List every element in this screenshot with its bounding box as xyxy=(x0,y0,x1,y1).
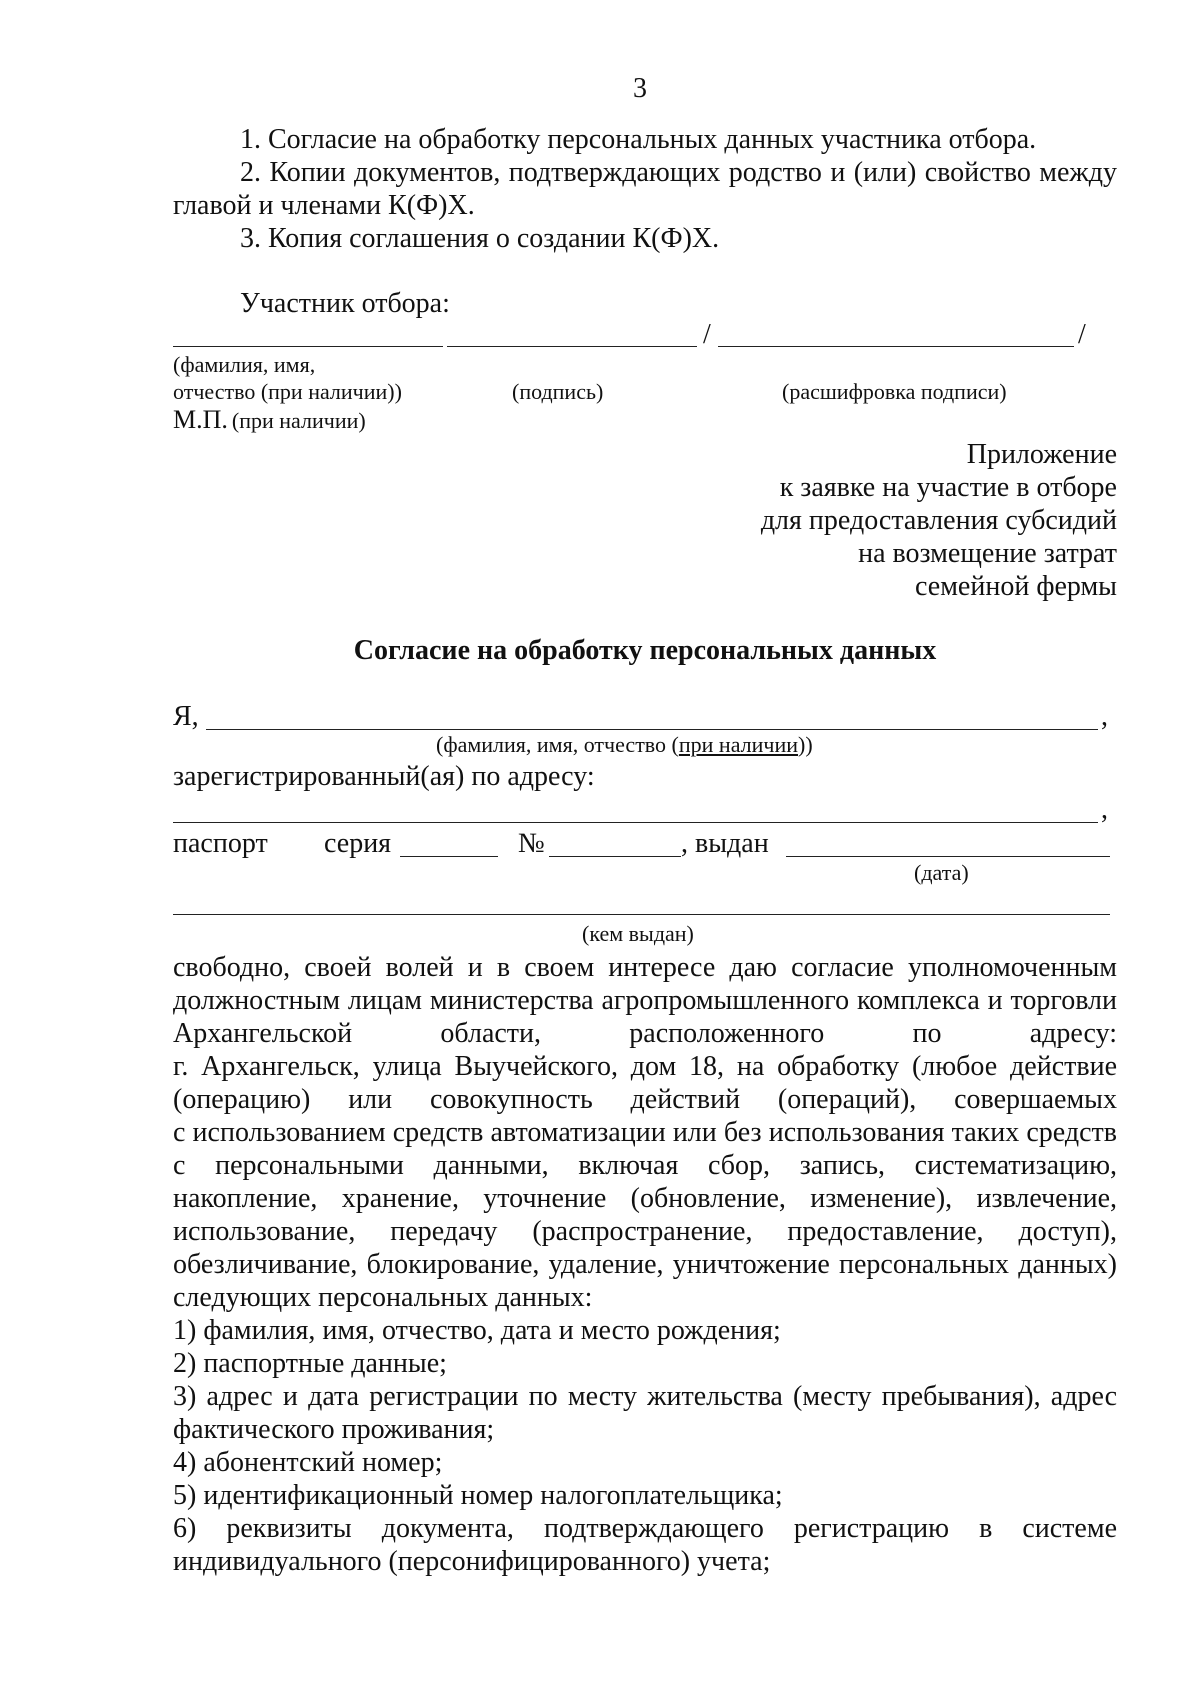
signature-line xyxy=(447,346,697,347)
caption-signature: (подпись) xyxy=(512,379,604,404)
issued-by-caption: (кем выдан) xyxy=(582,921,694,946)
seal-suffix: (при наличии) xyxy=(231,408,366,433)
seal-note xyxy=(173,406,366,438)
issued-label: , выдан xyxy=(681,828,769,859)
appendix-heading-3: для предоставления субсидий xyxy=(760,505,1117,536)
attachment-item-1: 1. Согласие на обработку персональных данных участника отбора. xyxy=(240,124,1037,155)
fio-caption-suffix: )) xyxy=(798,732,813,757)
consent-line-9: использование, передачу (распространение, предоставление, доступ), xyxy=(173,1216,1117,1247)
consent-line-7: с персональными данными, включая сбор, запись, систематизацию, xyxy=(173,1150,1117,1181)
passport-label: паспорт xyxy=(173,828,268,859)
signature-slash-left: / xyxy=(703,319,711,350)
fio-caption-underlined: при наличии xyxy=(678,732,799,757)
consent-title: Согласие на обработку персональных данных xyxy=(353,635,937,666)
fio-caption-prefix: (фамилия, имя, отчество ( xyxy=(436,732,679,757)
signature-decoding-line xyxy=(718,346,1074,347)
series-label: серия xyxy=(324,828,392,859)
consent-line-8: накопление, хранение, уточнение (обновление, изменение), извлечение, xyxy=(173,1183,1117,1214)
issued-by-line xyxy=(173,914,1110,915)
caption-fio-1: (фамилия, имя, xyxy=(173,352,316,377)
signature-fio-line xyxy=(173,346,443,347)
data-item-3-cont: фактического проживания; xyxy=(173,1414,495,1445)
caption-fio-2: отчество (при наличии)) xyxy=(173,379,402,404)
data-item-1: 1) фамилия, имя, отчество, дата и место рождения; xyxy=(173,1315,781,1346)
i-label: Я, xyxy=(173,701,199,732)
consent-line-10: обезличивание, блокирование, удаление, уничтожение персональных данных) xyxy=(173,1249,1117,1280)
fio-caption xyxy=(436,732,813,758)
attachment-item-2: 2. Копии документов, подтверждающих родство и (или) свойство между xyxy=(240,157,1117,188)
consent-line-4: г. Архангельск, улица Выучейского, дом 18, на обработку (любое действие xyxy=(173,1051,1117,1082)
series-line xyxy=(400,856,498,857)
signature-slash-right: / xyxy=(1078,319,1086,350)
attachment-item-2-cont: главой и членами К(Ф)Х. xyxy=(173,190,475,221)
consent-line-6: с использованием средств автоматизации или без использования таких средств xyxy=(173,1117,1117,1148)
data-item-6: 6) реквизиты документа, подтверждающего регистрацию в системе xyxy=(173,1513,1117,1544)
appendix-heading-2: к заявке на участие в отборе xyxy=(779,472,1117,503)
data-item-3: 3) адрес и дата регистрации по месту жительства (месту пребывания), адрес xyxy=(173,1381,1117,1412)
caption-decoding: (расшифровка подписи) xyxy=(782,379,1007,404)
consent-line-2: должностным лицам министерства агропромышленного комплекса и торговли xyxy=(173,985,1117,1016)
attachment-item-3: 3. Копия соглашения о создании К(Ф)Х. xyxy=(240,223,720,254)
data-item-5: 5) идентификационный номер налогоплательщика; xyxy=(173,1480,783,1511)
data-item-6-cont: индивидуального (персонифицированного) учета; xyxy=(173,1546,771,1577)
fio-line xyxy=(206,729,1098,730)
issued-date-line xyxy=(786,856,1110,857)
seal-prefix: М.П. xyxy=(173,405,228,434)
participant-label: Участник отбора: xyxy=(240,288,450,319)
consent-line-5: (операцию) или совокупность действий (операций), совершаемых xyxy=(173,1084,1117,1115)
data-item-2: 2) паспортные данные; xyxy=(173,1348,447,1379)
appendix-heading-5: семейной фермы xyxy=(915,571,1117,602)
number-line xyxy=(549,856,681,857)
fio-comma: , xyxy=(1101,701,1108,732)
consent-line-3: Архангельской области, расположенного по адресу: xyxy=(173,1018,1117,1049)
date-caption: (дата) xyxy=(914,860,969,885)
address-comma: , xyxy=(1101,794,1108,825)
appendix-heading-4: на возмещение затрат xyxy=(858,538,1117,569)
consent-line-1: свободно, своей волей и в своем интересе даю согласие уполномоченным xyxy=(173,952,1117,983)
address-line xyxy=(173,822,1098,823)
registered-label: зарегистрированный(ая) по адресу: xyxy=(173,761,595,792)
number-label: № xyxy=(518,828,545,859)
page-number: 3 xyxy=(633,73,647,104)
data-item-4: 4) абонентский номер; xyxy=(173,1447,443,1478)
appendix-heading-1: Приложение xyxy=(966,439,1117,470)
consent-last-line: следующих персональных данных: xyxy=(173,1282,593,1313)
